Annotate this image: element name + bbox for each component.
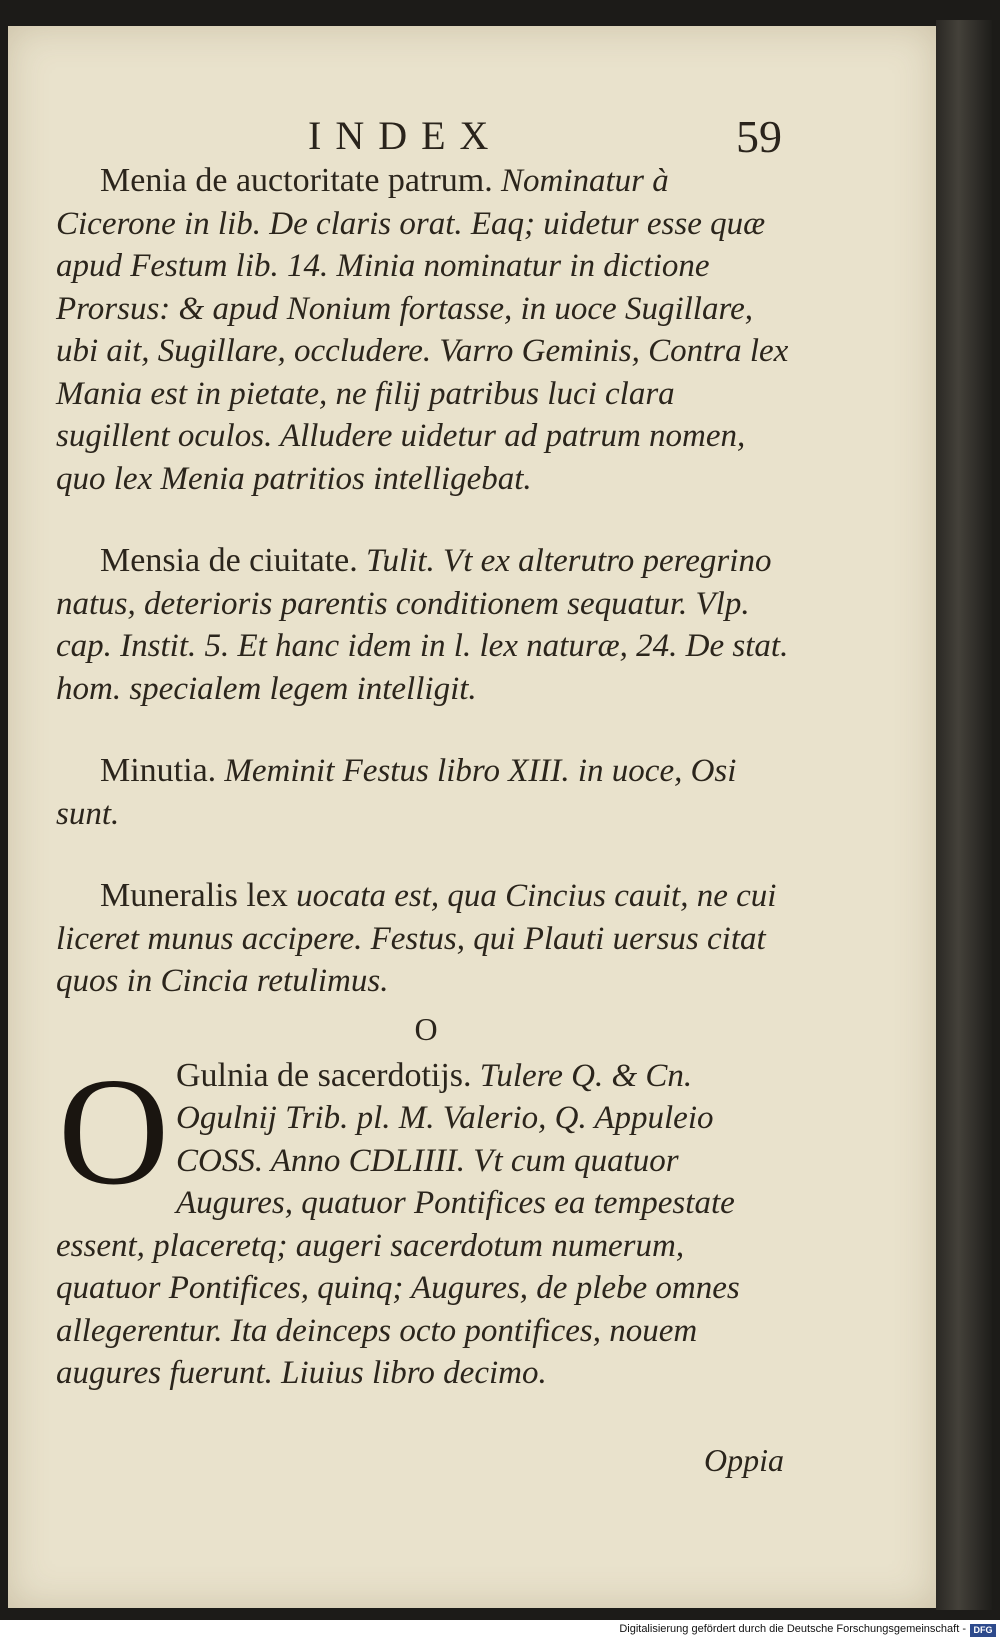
book-edge [936, 20, 992, 1610]
entry-muneralis [56, 875, 796, 1003]
drop-cap: O [58, 1046, 170, 1217]
entry-head: Mensia de ciuitate. [100, 542, 358, 579]
page-header [300, 112, 800, 162]
entry-head: Muneralis lex [100, 877, 288, 914]
entry-body: Tulit. Vt ex alterutro peregrino natus, deterioris parentis conditionem sequatur. Vlp. cap. Instit. 5. Et hanc idem in l. lex naturæ, 24. De stat. hom. specialem legem intelligit. [56, 543, 789, 707]
entry-head: Menia de auctoritate patrum. [100, 162, 493, 199]
entry-mensia [56, 540, 796, 710]
entry-ogulnia [56, 1046, 796, 1395]
entry-head: Gulnia de sacerdotijs. [176, 1056, 472, 1094]
entry-body: Meminit Festus libro XIII. in uoce, Osi sunt. [56, 753, 737, 832]
entry-body: Tulere Q. & Cn. Ogulnij Trib. pl. M. Valerio, Q. Appuleio COSS. Anno CDLIIII. Vt cum quatuor Augures, quatuor Pontifices ea tempestate essent, placeretq; augeri sacerdotum numerum, quatuor Pontifices, quinq; Augures, de plebe omnes allegerentur. Ita deinceps octo pontifices, nouem augures fuerunt. Liuius libro decimo. [56, 1057, 740, 1391]
entry-body: Nominatur à Cicerone in lib. De claris orat. Eaq; uidetur esse quæ apud Festum lib. 14. Minia nominatur in dictione Prorsus: & apud Nonium fortasse, in uoce Sugillare, ubi ait, Sugillare, occludere. Varro Geminis, Contra lex Mania est in pietate, ne filij patribus luci clara sugillent oculos. Alludere uidetur ad patrum nomen, quo lex Menia patritios intelligebat. [56, 163, 789, 497]
running-head: INDEX [308, 113, 503, 158]
entry-body: uocata est, qua Cincius cauit, ne cui liceret munus accipere. Festus, qui Plauti uersus citat quos in Cincia retulimus. [56, 878, 777, 999]
footer-bar [0, 1620, 1000, 1644]
entry-minutia [56, 750, 796, 835]
catchword: Oppia [704, 1442, 784, 1478]
section-letter: O [414, 1010, 438, 1047]
page-number: 59 [736, 111, 782, 162]
entry-head: Minutia. [100, 752, 217, 789]
dfg-logo: DFG [970, 1624, 996, 1637]
footer-credit: Digitalisierung gefördert durch die Deutsche Forschungsgemeinschaft - [619, 1623, 966, 1635]
index-text [56, 160, 796, 1395]
entry-menia [56, 160, 796, 500]
